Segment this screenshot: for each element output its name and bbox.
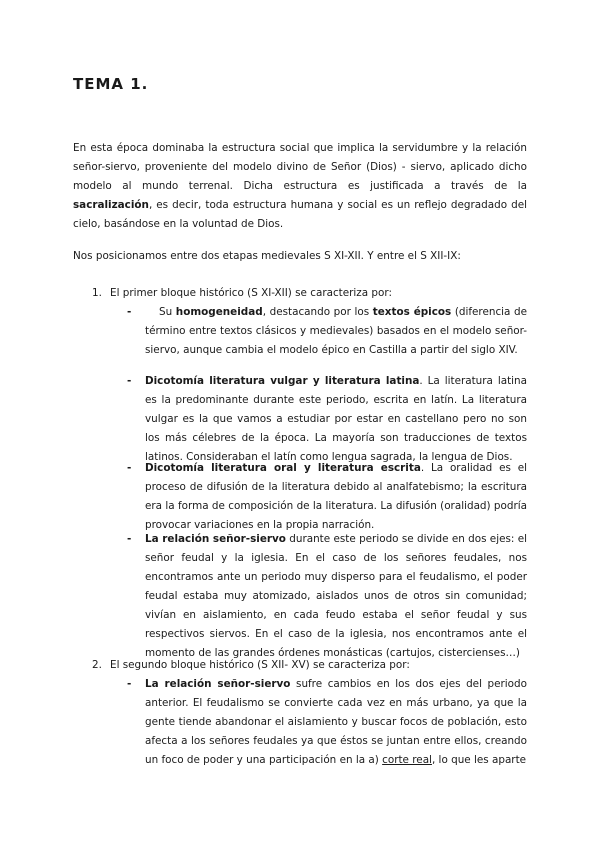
bullet-4-bold: La relación señor-siervo (145, 533, 286, 545)
bullet-5 (145, 675, 527, 770)
intro-paragraph (73, 139, 527, 234)
bullet-3-text: . La oralidad es el proceso de difusión de la literatura debido al analfatebismo; la escritura era la forma de composición de la literatura. La difusión (oralidad) podría provocar variaciones en la propia narración. (145, 462, 527, 531)
bullet-3-dash: - (127, 462, 132, 474)
page-title: TEMA 1. (73, 75, 149, 93)
bullet-1 (145, 303, 527, 360)
bullet-4 (145, 530, 527, 663)
bullet-1-bold-2: textos épicos (372, 306, 452, 318)
bullet-1-text-2: , destacando por los (262, 306, 373, 318)
intro-bold-sacralizacion: sacralización (73, 199, 149, 211)
bullet-3-bold: Dicotomía literatura oral y literatura escrita (145, 462, 421, 474)
bullet-5-bold: La relación señor-siervo (145, 678, 291, 690)
periods-paragraph: Nos posicionamos entre dos etapas medievales S XI-XII. Y entre el S XII-IX: (73, 250, 461, 262)
bullet-2-bold: Dicotomía literatura vulgar y literatura latina (145, 375, 420, 387)
bullet-5-underlined-corte-real: corte real (382, 754, 432, 766)
bullet-5-text-2: , lo que les aparte (431, 754, 527, 766)
section-1-text: El primer bloque histórico (S XI-XII) se caracteriza por: (110, 287, 392, 299)
bullet-4-text: durante este periodo se divide en dos ejes: el señor feudal y la iglesia. En el caso de los señores feudales, nos encontramos ante un periodo muy disperso para el feudalismo, el poder feudal estaba muy atomizado, aislados unos de otros sin comunidad; vivían en aislamiento, en cada feudo estaba el señor feudal y sus respectivos siervos. En el caso de la iglesia, nos encontramos ante el momento de las grandes órdenes monásticas (cartujos, cistercienses…) (145, 533, 527, 659)
section-2-number: 2. (92, 659, 102, 671)
bullet-4-dash: - (127, 533, 132, 545)
intro-text-2: , es decir, toda estructura humana y social es un reflejo degradado del cielo, basándose en la voluntad de Dios. (73, 199, 527, 230)
bullet-1-text-1: Su (159, 306, 176, 318)
section-2-text: El segundo bloque histórico (S XII- XV) se caracteriza por: (110, 659, 410, 671)
bullet-1-text-3: (diferencia de término entre textos clásicos y medievales) basados en el modelo señor-siervo, aunque cambia el modelo épico en Castilla a partir del siglo XIV. (145, 306, 528, 356)
section-1-heading (92, 284, 527, 303)
section-2-heading (92, 656, 527, 675)
bullet-3 (145, 459, 527, 535)
bullet-2-text: . La literatura latina es la predominante durante este periodo, escrita en latín. La literatura vulgar es la que vamos a estudiar por estar en castellano pero no son los más célebres de la época. La mayoría son traducciones de textos latinos. Consideraban el latín como lengua sagrada, la lengua de Dios. (145, 375, 528, 463)
bullet-2-dash: - (127, 375, 132, 387)
bullet-5-dash: - (127, 678, 132, 690)
intro-text-1: En esta época dominaba la estructura social que implica la servidumbre y la relación señor-siervo, proveniente del modelo divino de Señor (Dios) - siervo, aplicado dicho modelo al mundo terrenal. Dicha estructura es justificada a través de la (73, 142, 527, 192)
bullet-5-text-1: sufre cambios en los dos ejes del periodo anterior. El feudalismo se convierte cada vez en más urbano, ya que la gente tiende abandonar el aislamiento y buscar focos de población, esto afecta a los señores feudales ya que éstos se juntan entre ellos, creando un foco de poder y una participación en la a) (145, 678, 527, 766)
section-1-number: 1. (92, 287, 102, 299)
bullet-1-bold-1: homogeneidad (175, 306, 263, 318)
bullet-2 (145, 372, 527, 467)
bullet-1-dash: - (127, 306, 132, 318)
